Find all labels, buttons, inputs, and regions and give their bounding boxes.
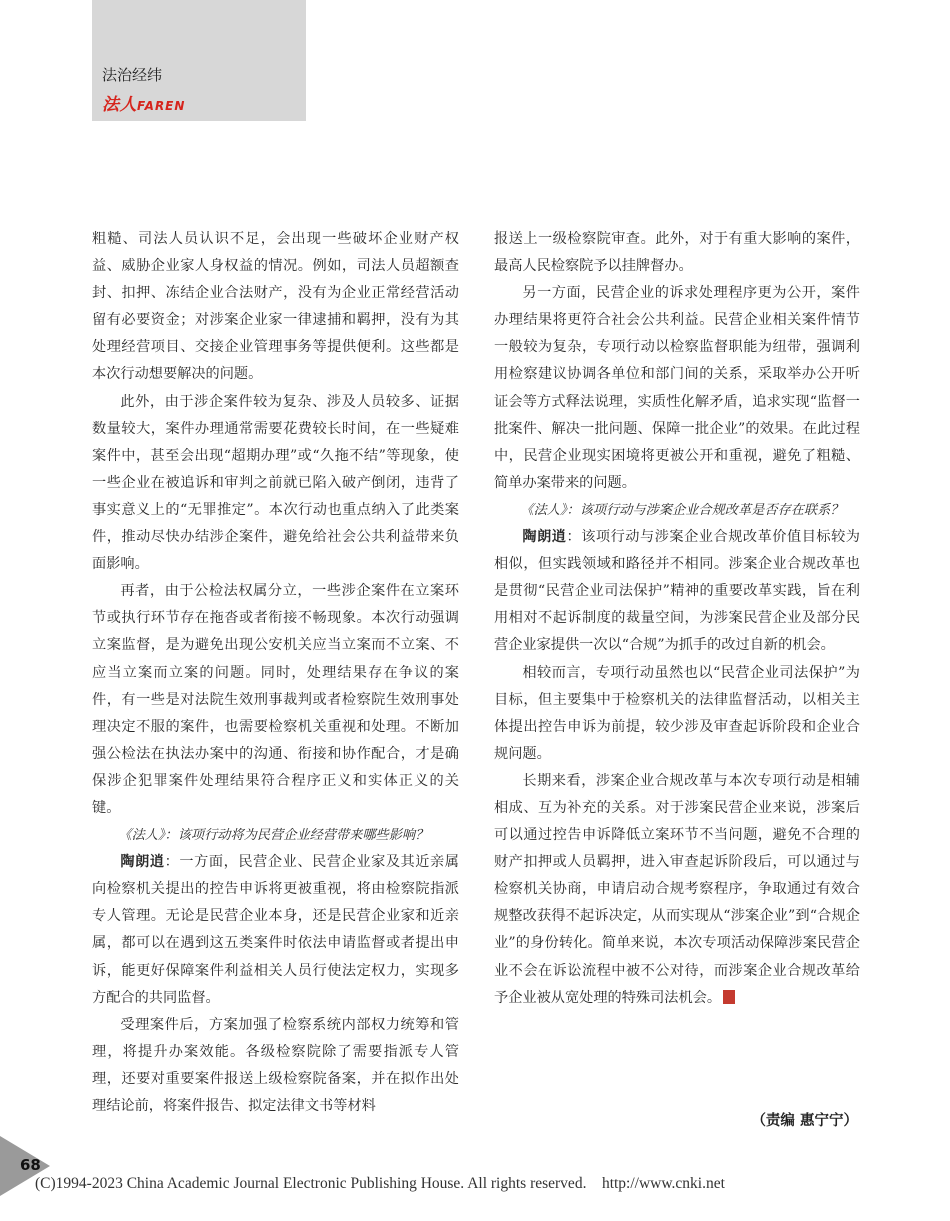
speaker-name: 陶朗逍	[120, 854, 165, 871]
page-number: 68	[20, 1156, 41, 1174]
logo-chinese: 法人	[102, 95, 137, 115]
body-paragraph	[92, 226, 459, 389]
interview-answer	[92, 849, 459, 1012]
paragraph-text: 报送上一级检察院审查。此外，对于有重大影响的案件，最高人民检察院予以挂牌督办。	[494, 231, 860, 275]
interview-question	[92, 822, 459, 849]
paragraph-text: 另一方面，民营企业的诉求处理程序更为公开，案件办理结果将更符合社会公共利益。民营企业相关案件情节一般较为复杂，专项行动以检察监督职能为纽带，强调利用检察建议协调各单位和部门间的关系，采取举办公开听证会等方式释法说理，实质性化解矛盾，追求实现“监督一批案件、解决一批问题、保障一批企业”的效果。在此过程中，民营企业现实困境将更被公开和重视，避免了粗糙、简单办案带来的问题。	[494, 285, 860, 491]
paragraph-text: ：该项行动与涉案企业合规改革价值目标较为相似，但实践领域和路径并不相同。涉案企业合规改革也是贯彻“民营企业司法保护”精神的重要改革实践，旨在利用相对不起诉制度的裁量空间，为涉案民营企业及部分民营企业家提供一次以“合规”为抓手的改过自新的机会。	[494, 529, 860, 654]
editor-credit: （责编 惠宁宁）	[751, 1113, 858, 1129]
article-end-mark-icon	[723, 990, 735, 1004]
interview-answer	[494, 524, 860, 659]
speaker-name: 陶朗逍	[522, 529, 567, 546]
body-paragraph	[494, 768, 860, 1012]
paragraph-text: 《法人》：该项行动与涉案企业合规改革是否存在联系？	[520, 502, 844, 518]
body-paragraph	[92, 389, 459, 579]
body-paragraph	[494, 280, 860, 497]
body-paragraph	[92, 578, 459, 822]
paragraph-text: 此外，由于涉企案件较为复杂、涉及人员较多、证据数量较大，案件办理通常需要花费较长时间，在一些疑难案件中，甚至会出现“超期办理”或“久拖不结”等现象，使一些企业在被追诉和审判之前就已陷入破产倒闭，违背了事实意义上的“无罪推定”。本次行动也重点纳入了此类案件，推动尽快办结涉企案件，避免给社会公共利益带来负面影响。	[92, 393, 459, 573]
magazine-logo	[102, 90, 185, 115]
body-paragraph	[494, 226, 860, 280]
paragraph-text: 相较而言，专项行动虽然也以“民营企业司法保护”为目标，但主要集中于检察机关的法律监督活动，以相关主体提出控告申诉为前提，较少涉及审查起诉阶段和企业合规问题。	[494, 664, 860, 762]
paragraph-text: 再者，由于公检法权属分立，一些涉企案件在立案环节或执行环节存在拖沓或者衔接不畅现象。本次行动强调立案监督，是为避免出现公安机关应当立案而不立案、不应当立案而立案的问题。同时，处理结果存在争议的案件，有一些是对法院生效刑事裁判或者检察院生效刑事处理决定不服的案件，也需要检察机关重视和处理。不断加强公检法在执法办案中的沟通、衔接和协作配合，才是确保涉企犯罪案件处理结果符合程序正义和实体正义的关键。	[92, 583, 459, 816]
body-paragraph	[494, 660, 860, 768]
section-title: 法治经纬	[102, 66, 163, 84]
paragraph-text: 受理案件后，方案加强了检察系统内部权力统筹和管理，将提升办案效能。各级检察院除了需要指派专人管理，还要对重要案件报送上级检察院备案，并在拟作出处理结论前，将案件报告、拟定法律文书等材料	[92, 1016, 459, 1114]
paragraph-text: 《法人》：该项行动将为民营企业经营带来哪些影响？	[118, 828, 429, 844]
interview-question	[494, 497, 860, 524]
copyright-footer: (C)1994-2023 China Academic Journal Electronic Publishing House. All rights reserved. http://www.cnki.net	[35, 1175, 725, 1192]
paragraph-text: ：一方面，民营企业、民营企业家及其近亲属向检察机关提出的控告申诉将更被重视，将由检察院指派专人管理。无论是民营企业本身，还是民营企业家和近亲属，都可以在遇到这五类案件时依法申请监督或者提出申诉，能更好保障案件利益相关人员行使法定权力，实现多方配合的共同监督。	[92, 854, 459, 1006]
paragraph-text: 长期来看，涉案企业合规改革与本次专项行动是相辅相成、互为补充的关系。对于涉案民营企业来说，涉案后可以通过控告申诉降低立案环节不当问题，避免不合理的财产扣押或人员羁押，进入审查起诉阶段后，可以通过与检察机关协商，申请启动合规考察程序，争取通过有效合规整改获得不起诉决定，从而实现从“涉案企业”到“合规企业”的身份转化。简单来说，本次专项活动保障涉案民营企业不会在诉讼流程中被不公对待，而涉案企业合规改革给予企业被从宽处理的特殊司法机会。	[494, 772, 860, 1006]
right-column	[494, 226, 860, 1012]
paragraph-text: 粗糙、司法人员认识不足，会出现一些破坏企业财产权益、威胁企业家人身权益的情况。例如，司法人员超额查封、扣押、冻结企业合法财产，没有为企业正常经营活动留有必要资金；对涉案企业家一律逮捕和羁押，没有为其处理经营项目、交接企业管理事务等提供便利。这些都是本次行动想要解决的问题。	[92, 231, 459, 383]
body-paragraph	[92, 1012, 459, 1120]
logo-latin: FAREN	[137, 99, 186, 113]
left-column	[92, 226, 459, 1120]
